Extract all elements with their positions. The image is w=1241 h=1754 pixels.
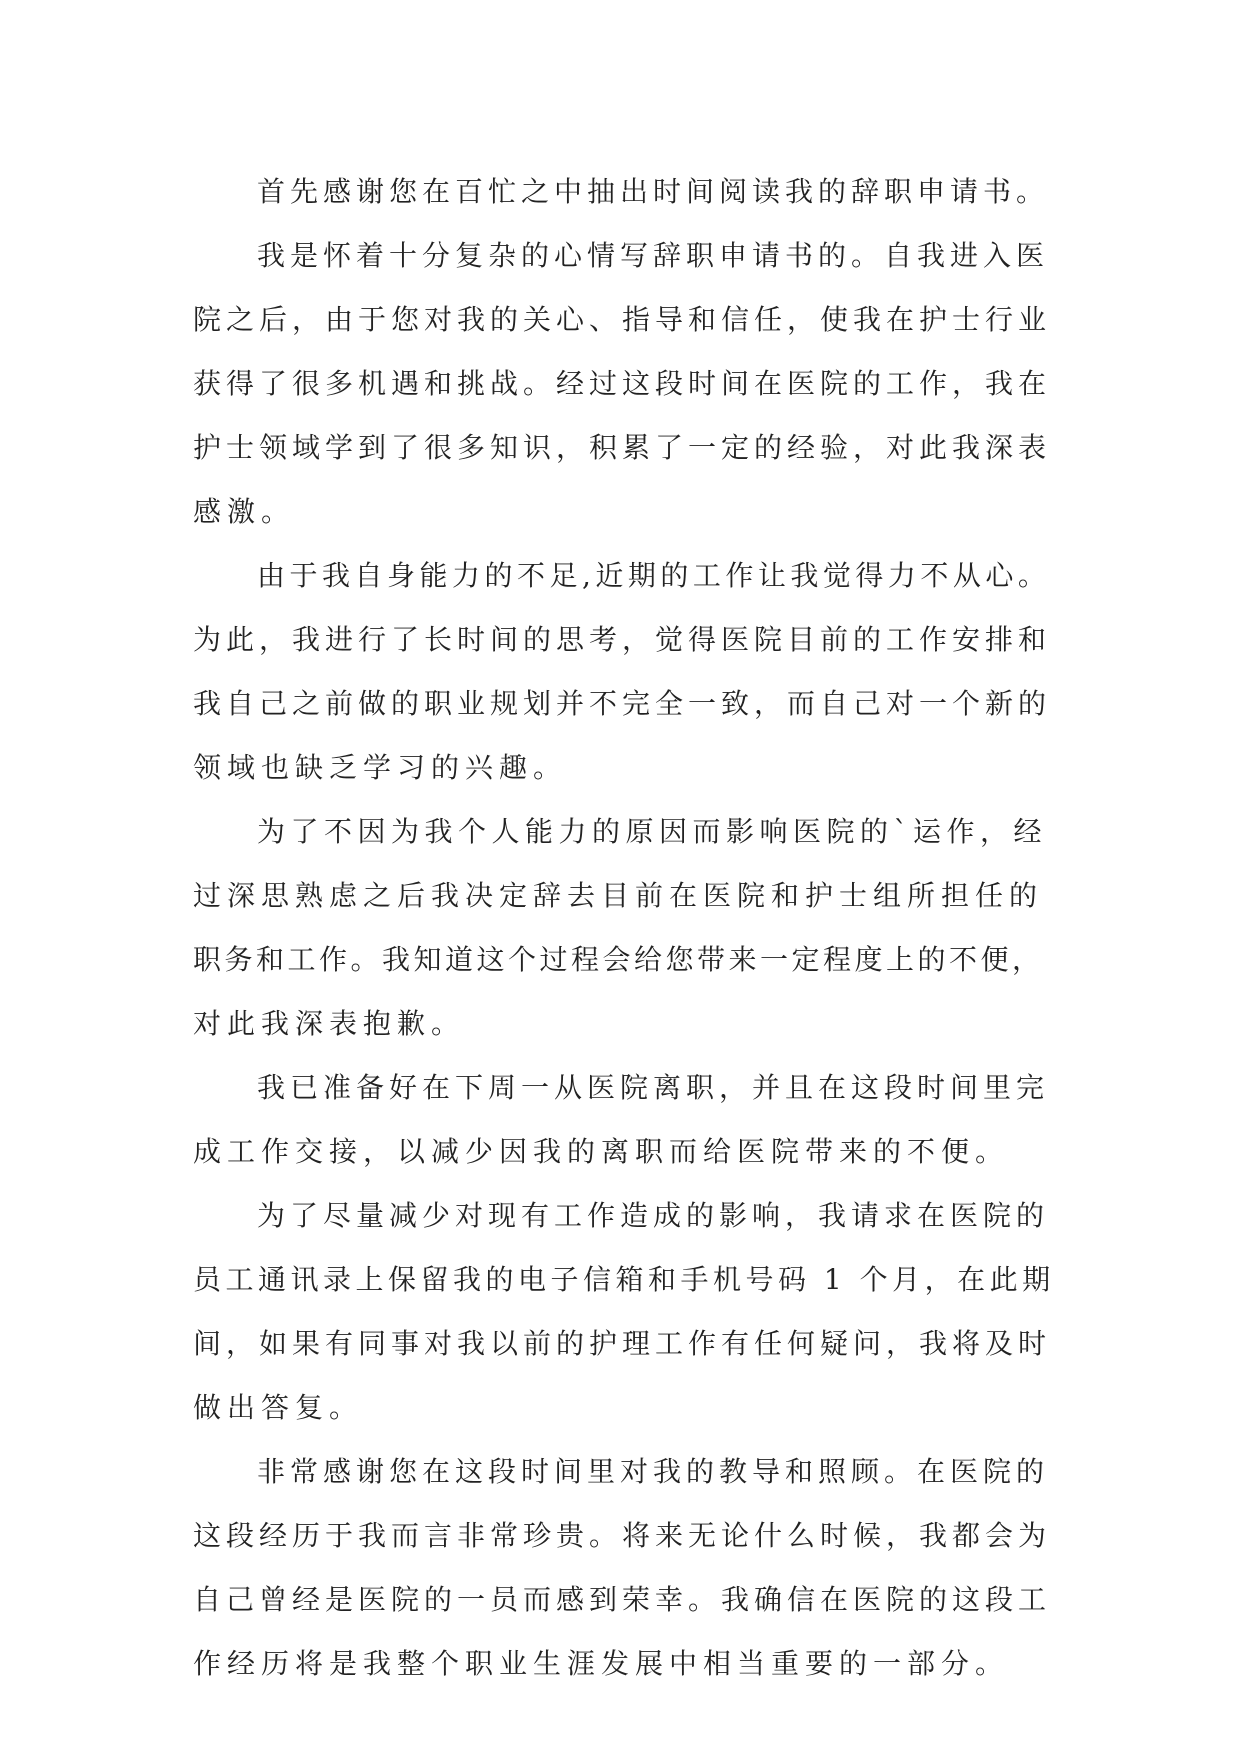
- text-line: 院之后，由于您对我的关心、指导和信任，使我在护士行业: [193, 303, 1052, 336]
- text-line: 员工通讯录上保留我的电子信箱和手机号码 1 个月，在此期: [193, 1263, 1055, 1296]
- text-line: 过深思熟虑之后我决定辞去目前在医院和护士组所担任的: [193, 879, 1044, 912]
- text-line: 领域也缺乏学习的兴趣。: [193, 751, 568, 784]
- text-line: 我自己之前做的职业规划并不完全一致，而自己对一个新的: [193, 687, 1052, 720]
- text-line: 为了不因为我个人能力的原因而影响医院的`运作，经: [257, 815, 1048, 848]
- text-line: 获得了很多机遇和挑战。经过这段时间在医院的工作，我在: [193, 367, 1052, 400]
- text-line: 做出答复。: [193, 1391, 364, 1424]
- text-line: 护士领域学到了很多知识，积累了一定的经验，对此我深表: [193, 431, 1052, 464]
- text-line: 感激。: [193, 495, 296, 528]
- text-line: 自己曾经是医院的一员而感到荣幸。我确信在医院的这段工: [193, 1583, 1052, 1616]
- text-line: 我已准备好在下周一从医院离职，并且在这段时间里完: [257, 1071, 1050, 1104]
- text-line: 作经历将是我整个职业生涯发展中相当重要的一部分。: [193, 1647, 1010, 1680]
- text-line: 职务和工作。我知道这个过程会给您带来一定程度上的不便，: [193, 943, 1044, 976]
- text-line: 我是怀着十分复杂的心情写辞职申请书的。自我进入医: [257, 239, 1050, 272]
- text-line: 对此我深表抱歉。: [193, 1007, 466, 1040]
- text-line: 间，如果有同事对我以前的护理工作有任何疑问，我将及时: [193, 1327, 1052, 1360]
- text-line: 由于我自身能力的不足,近期的工作让我觉得力不从心。: [257, 559, 1051, 592]
- text-line: 这段经历于我而言非常珍贵。将来无论什么时候，我都会为: [193, 1519, 1052, 1552]
- text-line: 为了尽量减少对现有工作造成的影响，我请求在医院的: [257, 1199, 1050, 1232]
- resignation-letter-body: [193, 160, 1055, 1696]
- text-line: 首先感谢您在百忙之中抽出时间阅读我的辞职申请书。: [257, 175, 1050, 208]
- text-line: 成工作交接，以减少因我的离职而给医院带来的不便。: [193, 1135, 1010, 1168]
- text-line: 为此，我进行了长时间的思考，觉得医院目前的工作安排和: [193, 623, 1052, 656]
- text-line: 非常感谢您在这段时间里对我的教导和照顾。在医院的: [257, 1455, 1050, 1488]
